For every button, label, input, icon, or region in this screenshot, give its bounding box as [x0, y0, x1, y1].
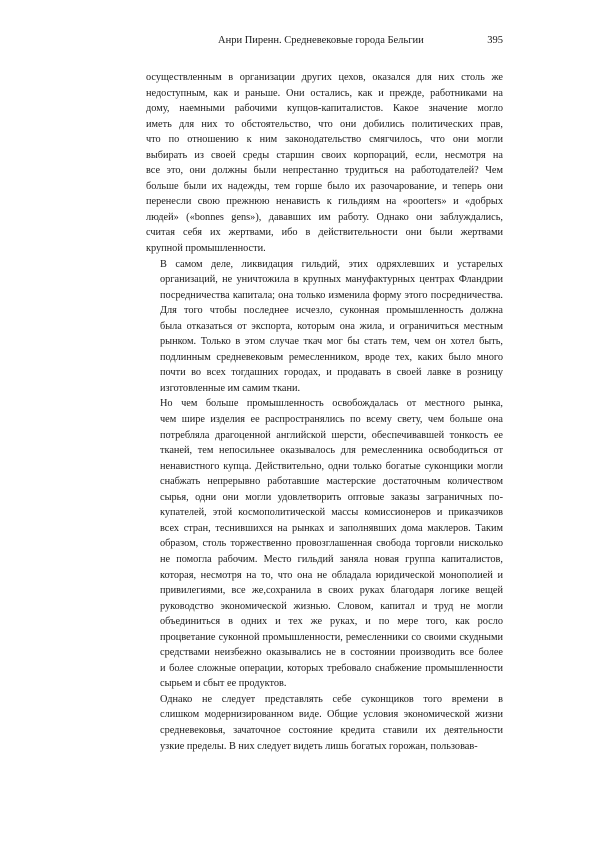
text-line: крупной промышленности.: [146, 243, 266, 255]
text-line: считая себя их жертвами, ибо в действительности они были жертвами: [146, 227, 503, 239]
text-line: В самом деле, ликвидация гильдий, этих одряхлевших и устарелых: [160, 258, 503, 270]
text-line: купателей, этой космополитической массы комиссионеров и приказчиков: [160, 507, 503, 519]
text-line: и более сложные операции, которых требовало снабжение промышленности: [160, 662, 503, 674]
text-line: все это, они должны были непрестанно трудиться на работодателей? Чем: [146, 165, 503, 177]
text-line: средневековья, зачаточное состояние кредита ставили их деятельности: [160, 724, 503, 736]
body-text: [146, 70, 503, 754]
text-line: больше были их надежды, тем горше было их разочарование, и теперь они: [146, 180, 503, 192]
running-header: [146, 33, 503, 49]
text-line: узкие пределы. В них следует видеть лишь богатых горожан, пользовав-: [160, 740, 478, 752]
text-line: выбирать из своей среды старшин своих корпораций, если, несмотря на: [146, 149, 503, 161]
text-line: сырья, одни они могли удовлетворить оптовые заказы заграничных по-: [160, 491, 503, 503]
text-line: слишком модернизированном виде. Общие условия экономической жизни: [160, 709, 503, 721]
text-line: иметь для них то обстоятельство, что они добились политических прав,: [146, 118, 503, 130]
page-number: 395: [487, 35, 503, 46]
text-line: сырьем и сбыт ее продуктов.: [160, 678, 287, 690]
text-line: рынком. Только в этом случае ткач мог бы стать тем, чем он хотел быть,: [160, 336, 503, 348]
text-line: подлинным средневековым ремесленником, вроде тех, каких было много: [160, 351, 503, 363]
text-line: что по отношению к ним законодательство смягчилось, что они могли: [146, 134, 503, 146]
text-line: была отказаться от экспорта, которым она жила, и ограничиться местным: [160, 320, 503, 332]
text-line: Однако не следует представлять себе суконщиков того времени в: [160, 693, 503, 705]
text-line: дому, наемными рабочими купцов-капиталистов. Какое значение могло: [146, 103, 503, 115]
running-title: Анри Пиренн. Средневековые города Бельгии: [218, 35, 424, 46]
text-line: посредничества капитала; она только изменила форму этого посредничества.: [160, 289, 503, 301]
text-line: изготовленные им самим ткани.: [160, 382, 301, 394]
paragraph: [146, 692, 503, 754]
text-line: тканей, тем непосильнее оказывалось для ремесленника освободиться от: [160, 445, 503, 457]
text-line: снабжать непрерывно работавшие мастерские достаточным количеством: [160, 476, 503, 488]
text-line: почти во всех тогдашних городах, и продавать в своей лавке в розницу: [160, 367, 503, 379]
text-line: привилегиями, все же,сохранила в своих руках благодаря логике вещей: [160, 585, 503, 597]
text-line: Но чем больше промышленность освобождалась от местного рынка,: [160, 398, 503, 410]
text-line: людей» («bonnes gens»), дававших им работу. Однако они заблуждались,: [146, 211, 503, 223]
text-line: ненавистного купца. Действительно, одни только богатые суконщики могли: [160, 460, 503, 472]
paragraph: [146, 70, 503, 257]
text-line: средствами неизбежно оказывались не в состоянии производить все более: [160, 647, 503, 659]
text-line: потребляла драгоценной английской шерсти, обеспечивавшей тонкость ее: [160, 429, 503, 441]
text-line: не помогла рабочим. Место гильдий заняла новая группа капиталистов,: [160, 553, 503, 565]
paragraph: [146, 257, 503, 397]
text-line: перенесли свою прежнюю ненависть к гильдиям на «poorters» и «добрых: [146, 196, 503, 208]
text-line: объединиться в одних и тех же руках, и по мере того, как росло: [160, 616, 503, 628]
text-line: осуществленным в организации других цехов, оказался для них столь же: [146, 72, 503, 83]
text-line: образом, столь торжественно провозглашенная свобода торговли нисколько: [160, 538, 503, 550]
text-line: недоступным, как и раньше. Они остались, как и прежде, работниками на: [146, 87, 503, 99]
text-line: Для того чтобы последнее исчезло, суконная промышленность должна: [160, 305, 503, 317]
paragraph: [146, 396, 503, 691]
text-line: чем шире изделия ее распространялись по всему свету, чем больше она: [160, 414, 503, 426]
text-line: которая, несмотря на то, что она не обладала юридической монополией и: [160, 569, 503, 581]
text-line: процветание суконной промышленности, ремесленники со своими скудными: [160, 631, 503, 643]
text-line: руководство экономической жизнью. Словом, капитал и труд не могли: [160, 600, 503, 612]
text-line: всех стран, теснившихся на рынках и заполнявших дома маклеров. Таким: [160, 522, 503, 534]
text-line: организаций, не уничтожила в крупных мануфактурных центрах Фландрии: [160, 274, 503, 286]
